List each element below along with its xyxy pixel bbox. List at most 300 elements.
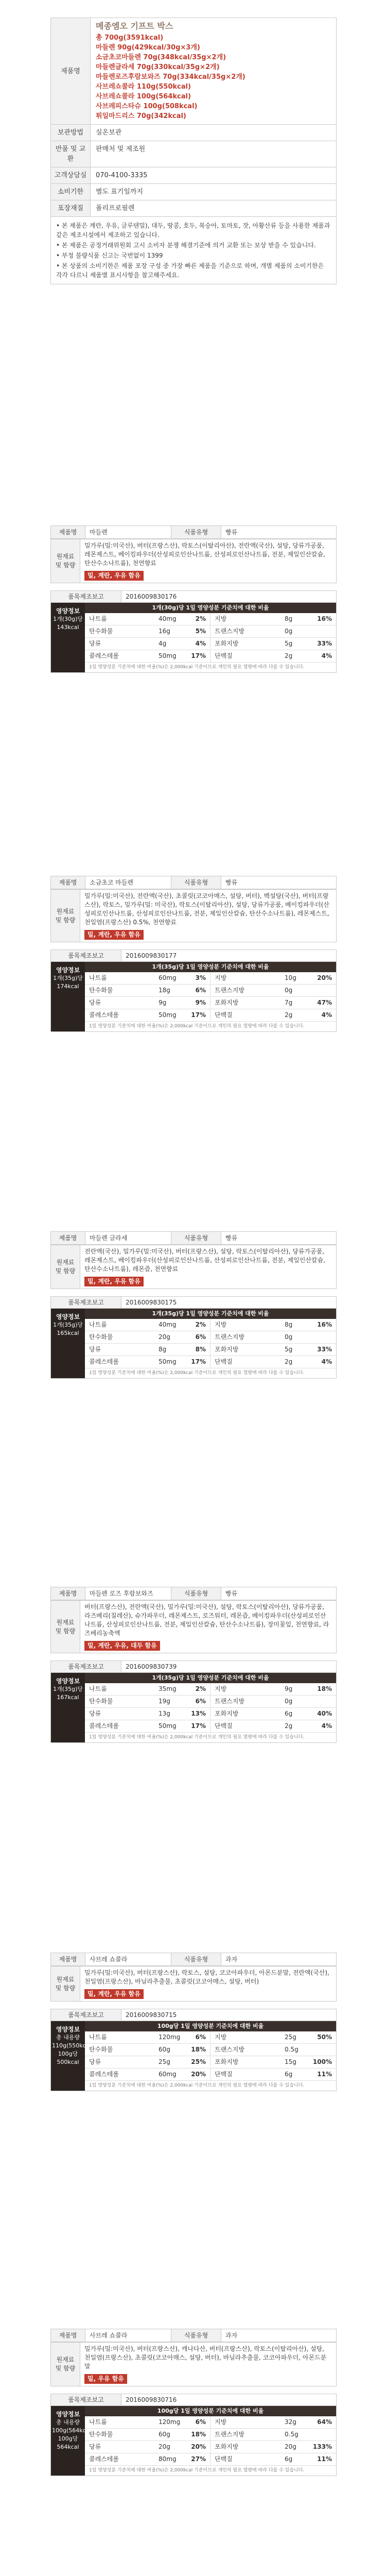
nutrition-summary-line: 100g당 xyxy=(58,2435,78,2442)
phone-label: 고객상담실 xyxy=(51,167,91,184)
nutrient-percent: 16% xyxy=(317,1321,332,1328)
registration-number: 2016009830177 xyxy=(126,952,177,959)
item-list xyxy=(96,33,331,121)
product-header xyxy=(50,1587,337,1600)
nutrition-panel xyxy=(50,2021,337,2091)
nutrient-name: 나트륨 xyxy=(89,2033,107,2041)
nutrient-percent: 17% xyxy=(191,652,206,659)
nutrient-name: 당류 xyxy=(89,2058,101,2065)
nutrition-summary-line: 564kcal xyxy=(57,2444,79,2450)
nutrient-amount: 0g xyxy=(285,1333,293,1341)
product-block xyxy=(50,1231,337,1379)
nutrition-summary xyxy=(51,962,85,1031)
return-row xyxy=(51,141,337,167)
allergen-badge: 밀, 우유 함유 xyxy=(84,2374,127,2384)
nutrient-cell xyxy=(85,650,210,663)
nutrient-cell xyxy=(210,2069,336,2081)
nutrition-summary-line: 165kcal xyxy=(57,1330,79,1336)
item: 사브레쇼콜라 100g(564kcal) xyxy=(96,93,191,100)
nutrition-table xyxy=(85,603,336,672)
nutrient-cell xyxy=(210,2441,336,2453)
nutrient-percent xyxy=(312,986,332,995)
nutrient-name: 지방 xyxy=(215,615,227,622)
food-type: 빵류 xyxy=(225,1234,238,1242)
nutrient-percent xyxy=(312,1697,332,1706)
nutrient-name: 나트륨 xyxy=(89,1321,107,1328)
nutrition-panel xyxy=(50,2406,337,2476)
nutrient-cell xyxy=(210,1009,336,1022)
nutrition-summary-line: 1개(30g)당 xyxy=(53,616,83,622)
nutrient-cell xyxy=(85,638,210,650)
allergen-badge: 밀, 계란, 우유, 대두 함유 xyxy=(84,1641,160,1651)
nutrient-cell xyxy=(210,1319,336,1331)
nutrition-header: 100g당 1일 영양성분 기준치에 대한 비율 xyxy=(85,2021,336,2031)
ingredients-text: 밀가루(밀:미국산), 버터(프랑스산), 캐나다산, 버터(프랑스산), 락토스(이탈리아산), 설탕, 천일염(프랑스산), 초콜릿(코코아매스, 설탕, 버터), 바닐라추출물, 코코아파우더, 아몬드분말 xyxy=(84,2345,327,2370)
nutrient-amount: 18g xyxy=(159,987,170,994)
nutrient-percent: 17% xyxy=(191,1722,206,1730)
nutrient-cell xyxy=(85,1344,210,1356)
nutrient-name: 지방 xyxy=(215,974,227,981)
nutrient-cell xyxy=(210,1683,336,1696)
food-type: 과자 xyxy=(225,1956,238,1963)
nutrition-rows xyxy=(85,2416,336,2466)
product-name-label: 제품명 xyxy=(51,1953,85,1965)
nutrient-percent: 20% xyxy=(191,2071,206,2078)
product-name: 마들렌 로즈 후람보와즈 xyxy=(85,1587,171,1600)
nutrient-cell xyxy=(210,613,336,625)
nutrient-name: 콜레스테롤 xyxy=(89,1358,119,1365)
ingredients-text: 밀가루(밀:미국산), 버터(프랑스산), 락토스, 설탕, 코코아파우더, 아몬드분말, 전란액(국산), 천일염(프랑스산), 바닐라추출물, 초콜릿(코코아매스, 설탕, 버터) xyxy=(84,1969,329,1985)
note: • 본 상품의 소비기한은 제품 포장 구성 중 가장 빠른 제품을 기준으로 하며, 개별 제품의 소비기한은 각각 다르니 제품별 표시사항을 참고해주세요. xyxy=(56,262,324,279)
nutrition-summary xyxy=(51,603,85,672)
nutrient-percent: 20% xyxy=(191,2443,206,2450)
item: 사브레피스타슈 100g(508kcal) xyxy=(96,103,198,110)
nutrient-name: 나트륨 xyxy=(89,615,107,622)
ingredients-cell xyxy=(80,1967,337,2002)
product-name: 사브레 쇼콜라 xyxy=(85,1953,171,1965)
nutrient-cell xyxy=(85,1319,210,1331)
nutrient-amount: 13g xyxy=(159,1710,170,1717)
nutrient-percent: 6% xyxy=(195,2418,206,2426)
product-header xyxy=(50,526,337,539)
nutrient-cell xyxy=(210,1331,336,1344)
nutrient-cell xyxy=(85,2441,210,2453)
nutrition-summary-line: 1개(35g)당 xyxy=(53,1321,83,1328)
product-header xyxy=(50,1231,337,1245)
nutrient-name: 탄수화물 xyxy=(89,2046,113,2053)
nutrient-amount: 0.5g xyxy=(285,2046,299,2053)
nutrient-cell xyxy=(210,1696,336,1708)
nutrient-name: 포화지방 xyxy=(215,2443,239,2450)
nutrition-summary-line: 167kcal xyxy=(57,1694,79,1701)
registration-label: 품목제조보고 xyxy=(51,2394,121,2405)
nutrient-name: 단백질 xyxy=(215,1358,233,1365)
nutrition-rows xyxy=(85,2031,336,2081)
registration-number: 2016009830176 xyxy=(126,593,177,600)
item: 마들렌글라세 70g(330kcal/35g×2개) xyxy=(96,63,220,71)
product-header xyxy=(50,876,337,889)
nutrient-percent: 9% xyxy=(195,999,206,1006)
ingredients-label: 원재료 및 함량 xyxy=(51,2343,80,2386)
nutrient-percent: 6% xyxy=(195,987,206,994)
nutrient-name: 트랜스지방 xyxy=(215,2431,244,2438)
nutrient-name: 당류 xyxy=(89,1346,101,1353)
nutrition-header: 100g당 1일 영양성분 기준치에 대한 비율 xyxy=(85,2406,336,2416)
nutrient-amount: 2g xyxy=(285,1011,293,1019)
nutrition-table xyxy=(85,2406,336,2476)
nutrient-amount: 20g xyxy=(159,1333,170,1341)
nutrient-percent: 4% xyxy=(321,1358,332,1365)
nutrient-percent: 6% xyxy=(195,1698,206,1705)
product-name: 소금초코 마들렌 xyxy=(85,876,171,889)
nutrient-cell xyxy=(85,625,210,638)
nutrition-header: 1개(35g)당 1일 영양성분 기준치에 대한 비율 xyxy=(85,1673,336,1683)
nutrient-cell xyxy=(210,2416,336,2429)
nutrient-amount: 6g xyxy=(285,2071,293,2078)
registration-number: 2016009830715 xyxy=(126,2011,177,2019)
nutrient-cell xyxy=(210,985,336,997)
nutrient-percent: 5% xyxy=(195,628,206,635)
nutrient-name: 포화지방 xyxy=(215,1710,239,1717)
nutrient-name: 당류 xyxy=(89,2443,101,2450)
storage-row xyxy=(51,125,337,141)
nutrient-name: 단백질 xyxy=(215,652,233,659)
nutrition-summary-line: 총 내용량 xyxy=(56,2034,80,2041)
nutrient-percent: 3% xyxy=(195,974,206,981)
nutrient-cell xyxy=(210,1708,336,1720)
nutrition-rows xyxy=(85,613,336,663)
nutrient-name: 트랜스지방 xyxy=(215,628,244,635)
nutrient-amount: 25g xyxy=(285,2033,296,2041)
nutrition-footnote: 1일 영양성분 기준치에 대한 비율(%)은 2,000kcal 기준이므로 개인의 필요 열량에 따라 다를 수 있습니다. xyxy=(89,2468,305,2473)
nutrient-name: 단백질 xyxy=(215,1011,233,1019)
item: 마들렌로즈후람보와즈 70g(334kcal/35g×2개) xyxy=(96,73,245,81)
nutrient-cell xyxy=(210,1720,336,1733)
nutrient-percent: 18% xyxy=(191,2046,206,2053)
allergen-badge: 밀, 계란, 우유 함유 xyxy=(84,571,144,581)
nutrient-amount: 35mg xyxy=(159,1685,177,1692)
expiry-value: 별도 표기일까지 xyxy=(91,184,337,200)
nutrient-amount: 60mg xyxy=(159,2071,177,2078)
ingredients-table xyxy=(50,1966,337,2002)
product-block xyxy=(50,2329,337,2476)
nutrient-percent: 2% xyxy=(195,1685,206,1692)
nutrient-name: 트랜스지방 xyxy=(215,1698,244,1705)
nutrient-amount: 60g xyxy=(159,2431,170,2438)
nutrition-footnote: 1일 영양성분 기준치에 대한 비율(%)은 2,000kcal 기준이므로 개인의 필요 열량에 따라 다를 수 있습니다. xyxy=(89,2083,305,2088)
registration-number: 2016009830716 xyxy=(126,2396,177,2403)
nutrient-percent: 16% xyxy=(317,615,332,622)
registration-row xyxy=(50,950,337,962)
nutrient-percent: 50% xyxy=(317,2033,332,2041)
nutrient-amount: 32g xyxy=(285,2418,296,2426)
nutrient-name: 트랜스지방 xyxy=(215,2046,244,2053)
nutrient-name: 지방 xyxy=(215,1321,227,1328)
product-name-label: 제품명 xyxy=(51,876,85,889)
ingredients-table xyxy=(50,889,337,942)
nutrient-percent: 100% xyxy=(312,2058,332,2065)
registration-label: 품목제조보고 xyxy=(51,1297,121,1308)
nutrient-percent: 33% xyxy=(317,1346,332,1353)
food-type-label: 식품유형 xyxy=(171,1953,221,1965)
nutrient-amount: 0.5g xyxy=(285,2431,299,2438)
item-total: 총 700g(3591kcal) xyxy=(96,34,164,42)
nutrient-name: 트랜스지방 xyxy=(215,1333,244,1341)
nutrient-amount: 19g xyxy=(159,1698,170,1705)
return-value: 판매처 및 제조원 xyxy=(91,141,337,167)
ingredients-text: 밀가루(밀:미국산), 버터(프랑스산), 락토스(이탈리아산), 전란액(국산), 설탕, 당류가공품, 레몬제스트, 베이킹파우더(산성피로인산나트륨, 산성피로인산나트륨, 전분, 제일인산칼슘, 탄산수소나트륨), 천연향료 xyxy=(84,542,325,567)
product-name: 마들렌 글라세 xyxy=(85,1232,171,1244)
nutrient-cell xyxy=(85,997,210,1009)
nutrient-percent: 6% xyxy=(195,2033,206,2041)
nutrient-amount: 80mg xyxy=(159,2455,177,2463)
package-row xyxy=(51,200,337,217)
nutrient-name: 포화지방 xyxy=(215,1346,239,1353)
ingredients-table xyxy=(50,1600,337,1653)
nutrient-cell xyxy=(210,997,336,1009)
food-type: 과자 xyxy=(225,2332,238,2339)
nutrition-table xyxy=(85,962,336,1031)
nutrient-cell xyxy=(210,2031,336,2044)
ingredients-text: 밀가루(밀:미국산), 전란액(국산), 초콜릿(코코아매스, 설탕, 버터), 백설탕(국산), 버터(프랑스산), 락토스, 밀가루(밀: 미국산), 락토스(이탈리아산), 설탕, 당류가공품, 베이킹파우더(산성피로인산나트륨, 산성피로인산나트륨, 전분, 제일인산칼슘, 탄산수소나트륨), 레몬제스트, 천일염(프랑스산) 0.5%, 천연향료 xyxy=(84,892,329,926)
nutrient-cell xyxy=(85,1331,210,1344)
nutrient-cell xyxy=(85,1356,210,1368)
nutrient-cell xyxy=(85,2044,210,2056)
nutrition-summary-line: 1개(35g)당 xyxy=(53,975,83,981)
registration-row xyxy=(50,2394,337,2406)
nutrient-name: 탄수화물 xyxy=(89,1333,113,1341)
nutrient-cell xyxy=(85,1009,210,1022)
nutrient-percent: 64% xyxy=(317,2418,332,2426)
nutrient-percent xyxy=(312,627,332,636)
product-name-label: 제품명 xyxy=(51,2329,85,2342)
nutrient-percent: 27% xyxy=(191,2455,206,2463)
nutrient-amount: 25g xyxy=(159,2058,170,2065)
nutrition-title: 영양정보 xyxy=(56,967,80,974)
nutrition-summary xyxy=(51,1309,85,1378)
ingredients-text: 전란액(국산), 밀가루(밀:미국산), 버터(프랑스산), 설탕, 락토스(이탈리아산), 당류가공품, 레몬제스트, 베이킹파우더(산성피로인산나트륨, 산성피로인산나트륨, 전분, 제일인산칼슘, 탄산수소나트륨), 레몬즙, 천연향료 xyxy=(84,1248,325,1273)
nutrient-amount: 2g xyxy=(285,1722,293,1730)
nutrient-amount: 8g xyxy=(285,615,293,622)
food-type: 빵류 xyxy=(225,529,238,536)
nutrient-amount: 50mg xyxy=(159,1011,177,1019)
nutrient-cell xyxy=(210,2056,336,2069)
nutrient-cell xyxy=(210,625,336,638)
product-name: 마들렌 xyxy=(85,526,171,538)
nutrient-percent: 4% xyxy=(321,1011,332,1019)
nutrient-cell xyxy=(85,1683,210,1696)
return-label: 반품 및 교환 xyxy=(51,141,91,167)
nutrient-percent: 20% xyxy=(317,974,332,981)
nutrient-name: 지방 xyxy=(215,2418,227,2426)
nutrition-summary-line: 500kcal xyxy=(57,2059,79,2065)
nutrition-rows xyxy=(85,972,336,1022)
nutrient-amount: 7g xyxy=(285,999,293,1006)
nutrient-amount: 40mg xyxy=(159,615,177,622)
ingredients-label: 원재료 및 함량 xyxy=(51,890,80,942)
product-block xyxy=(50,876,337,1032)
allergen-badge: 밀, 계란, 우유 함유 xyxy=(84,1989,144,1999)
nutrient-cell xyxy=(210,1344,336,1356)
nutrient-percent: 17% xyxy=(191,1011,206,1019)
nutrient-name: 단백질 xyxy=(215,2455,233,2463)
nutrient-name: 당류 xyxy=(89,999,101,1006)
ingredients-cell xyxy=(80,1245,337,1289)
nutrition-summary-line: 1개(35g)당 xyxy=(53,1686,83,1692)
food-type-label: 식품유형 xyxy=(171,1232,221,1244)
item: 마들렌 90g(429kcal/30g×3개) xyxy=(96,44,200,52)
product-header xyxy=(50,2329,337,2342)
nutrition-summary-line: 100g(564kcal) xyxy=(52,2427,93,2434)
nutrient-name: 콜레스테롤 xyxy=(89,2455,119,2463)
storage-label: 보관방법 xyxy=(51,125,91,141)
nutrition-summary-line: 100g당 xyxy=(58,2050,78,2057)
nutrient-cell xyxy=(85,1708,210,1720)
nutrient-cell xyxy=(210,1356,336,1368)
nutrient-name: 트랜스지방 xyxy=(215,987,244,994)
nutrient-percent: 17% xyxy=(191,1358,206,1365)
nutrition-summary xyxy=(51,1673,85,1742)
registration-row xyxy=(50,1296,337,1309)
nutrient-percent xyxy=(312,1333,332,1342)
item: 소금초코마들렌 70g(348kcal/35g×2개) xyxy=(96,54,226,61)
food-type-label: 식품유형 xyxy=(171,526,221,538)
nutrient-percent: 40% xyxy=(317,1710,332,1717)
nutrient-cell xyxy=(85,1696,210,1708)
food-type-label: 식품유형 xyxy=(171,1587,221,1600)
nutrient-name: 나트륨 xyxy=(89,1685,107,1692)
nutrient-percent: 2% xyxy=(195,1321,206,1328)
nutrient-amount: 15g xyxy=(285,2058,296,2065)
phone-value: 070-4100-3335 xyxy=(91,167,337,184)
nutrition-rows xyxy=(85,1683,336,1733)
product-name-label: 제품명 xyxy=(51,1232,85,1244)
nutrition-table xyxy=(85,2021,336,2091)
registration-label: 품목제조보고 xyxy=(51,950,121,961)
nutrient-amount: 16g xyxy=(159,628,170,635)
product-name-label: 제품명 xyxy=(51,18,91,125)
nutrient-name: 포화지방 xyxy=(215,2058,239,2065)
product-block xyxy=(50,526,337,673)
registration-row xyxy=(50,590,337,603)
nutrient-percent xyxy=(312,2045,332,2054)
nutrient-name: 탄수화물 xyxy=(89,2431,113,2438)
nutrient-cell xyxy=(85,2069,210,2081)
nutrient-cell xyxy=(85,2429,210,2441)
notes xyxy=(51,217,337,284)
item: 사브레쇼콜라 110g(550kcal) xyxy=(96,83,191,91)
nutrient-amount: 2g xyxy=(285,652,293,659)
nutrient-cell xyxy=(210,650,336,663)
nutrient-name: 탄수화물 xyxy=(89,987,113,994)
nutrient-name: 당류 xyxy=(89,1710,101,1717)
ingredients-label: 원재료 및 함량 xyxy=(51,1967,80,2002)
nutrient-percent: 11% xyxy=(317,2071,332,2078)
nutrient-amount: 10g xyxy=(285,974,296,981)
nutrient-name: 지방 xyxy=(215,1685,227,1692)
item: 튀일마드리스 70g(342kcal) xyxy=(96,112,186,120)
nutrition-footnote: 1일 영양성분 기준치에 대한 비율(%)은 2,000kcal 기준이므로 개인의 필요 열량에 따라 다를 수 있습니다. xyxy=(89,665,305,670)
note: • 부정 불량식품 신고는 국번없이 1399 xyxy=(56,252,163,259)
nutrient-percent: 18% xyxy=(191,2431,206,2438)
ingredients-cell xyxy=(80,890,337,942)
storage-value: 실온보관 xyxy=(91,125,337,141)
allergen-badge: 밀, 계란, 우유 함유 xyxy=(84,1277,144,1286)
nutrient-name: 지방 xyxy=(215,2033,227,2041)
nutrition-footnote: 1일 영양성분 기준치에 대한 비율(%)은 2,000kcal 기준이므로 개인의 필요 열량에 따라 다를 수 있습니다. xyxy=(89,1735,305,1740)
food-type: 빵류 xyxy=(225,1590,238,1597)
nutrition-title: 영양정보 xyxy=(56,1313,80,1320)
nutrient-name: 탄수화물 xyxy=(89,1698,113,1705)
product-name-label: 제품명 xyxy=(51,1587,85,1600)
nutrient-name: 콜레스테롤 xyxy=(89,652,119,659)
product-block xyxy=(50,1953,337,2091)
product-header xyxy=(50,1953,337,1966)
nutrient-name: 탄수화물 xyxy=(89,628,113,635)
nutrient-amount: 50mg xyxy=(159,1358,177,1365)
nutrition-rows xyxy=(85,1319,336,1368)
nutrition-summary-line: 143kcal xyxy=(57,624,79,631)
nutrient-cell xyxy=(85,613,210,625)
nutrient-percent: 8% xyxy=(195,1346,206,1353)
nutrient-name: 나트륨 xyxy=(89,974,107,981)
expiry-row xyxy=(51,184,337,200)
nutrient-percent: 13% xyxy=(191,1710,206,1717)
nutrient-name: 콜레스테롤 xyxy=(89,2071,119,2078)
nutrition-title: 영양정보 xyxy=(56,2026,80,2033)
nutrient-percent xyxy=(312,2430,332,2439)
nutrient-name: 콜레스테롤 xyxy=(89,1722,119,1730)
product-name-row xyxy=(51,18,337,125)
registration-label: 품목제조보고 xyxy=(51,591,121,602)
gift-box-info-table xyxy=(50,18,337,284)
registration-row xyxy=(50,2009,337,2021)
nutrient-name: 포화지방 xyxy=(215,999,239,1006)
nutrient-amount: 40mg xyxy=(159,1321,177,1328)
nutrient-name: 단백질 xyxy=(215,2071,233,2078)
nutrition-summary-line: 174kcal xyxy=(57,983,79,990)
ingredients-cell xyxy=(80,539,337,583)
nutrient-amount: 50mg xyxy=(159,652,177,659)
registration-label: 품목제조보고 xyxy=(51,2009,121,2021)
nutrient-percent: 11% xyxy=(317,2455,332,2463)
notes-row xyxy=(51,217,337,284)
nutrient-amount: 20g xyxy=(285,2443,296,2450)
ingredients-table xyxy=(50,539,337,583)
nutrient-name: 당류 xyxy=(89,640,101,647)
package-value: 폴리프로필렌 xyxy=(91,200,337,217)
nutrient-amount: 0g xyxy=(285,987,293,994)
nutrient-name: 단백질 xyxy=(215,1722,233,1730)
nutrient-percent: 47% xyxy=(317,999,332,1006)
nutrient-percent: 4% xyxy=(321,652,332,659)
ingredients-text: 버터(프랑스산), 전란액(국산), 밀가루(밀:미국산), 설탕, 락토스(이탈리아산), 당류가공품, 라즈베리(칠레산), 슈가파우더, 레몬제스트, 로즈워터, 레몬즙, 베이킹파우더(산성피로인산나트륨, 산성피로인산나트륨, 전분, 제일인산칼슘, 탄산수소나트륨), 장미꽃잎, 천연향료, 라즈베리농축액 xyxy=(84,1603,329,1637)
nutrient-percent: 33% xyxy=(317,640,332,647)
nutrient-cell xyxy=(210,972,336,985)
ingredients-table xyxy=(50,2342,337,2386)
nutrient-cell xyxy=(210,638,336,650)
package-label: 포장재질 xyxy=(51,200,91,217)
note: • 본 제품은 공정거래위원회 고시 소비자 분쟁 해결기준에 의거 교환 또는 보상 받을 수 있습니다. xyxy=(56,242,316,249)
ingredients-label: 원재료 및 함량 xyxy=(51,1601,80,1653)
nutrient-amount: 120mg xyxy=(159,2418,181,2426)
nutrient-name: 콜레스테롤 xyxy=(89,1011,119,1019)
registration-number: 2016009830739 xyxy=(126,1663,177,1670)
nutrient-amount: 9g xyxy=(285,1685,293,1692)
nutrient-percent: 6% xyxy=(195,1333,206,1341)
note: • 본 제품은 계란, 우유, 글루텐밀), 대두, 땅콩, 호두, 복숭아, 토마토, 잣, 아황산류 등을 사용한 제품과 같은 제조시설에서 제조하고 있습니다. xyxy=(56,222,330,239)
nutrition-panel xyxy=(50,1673,337,1743)
